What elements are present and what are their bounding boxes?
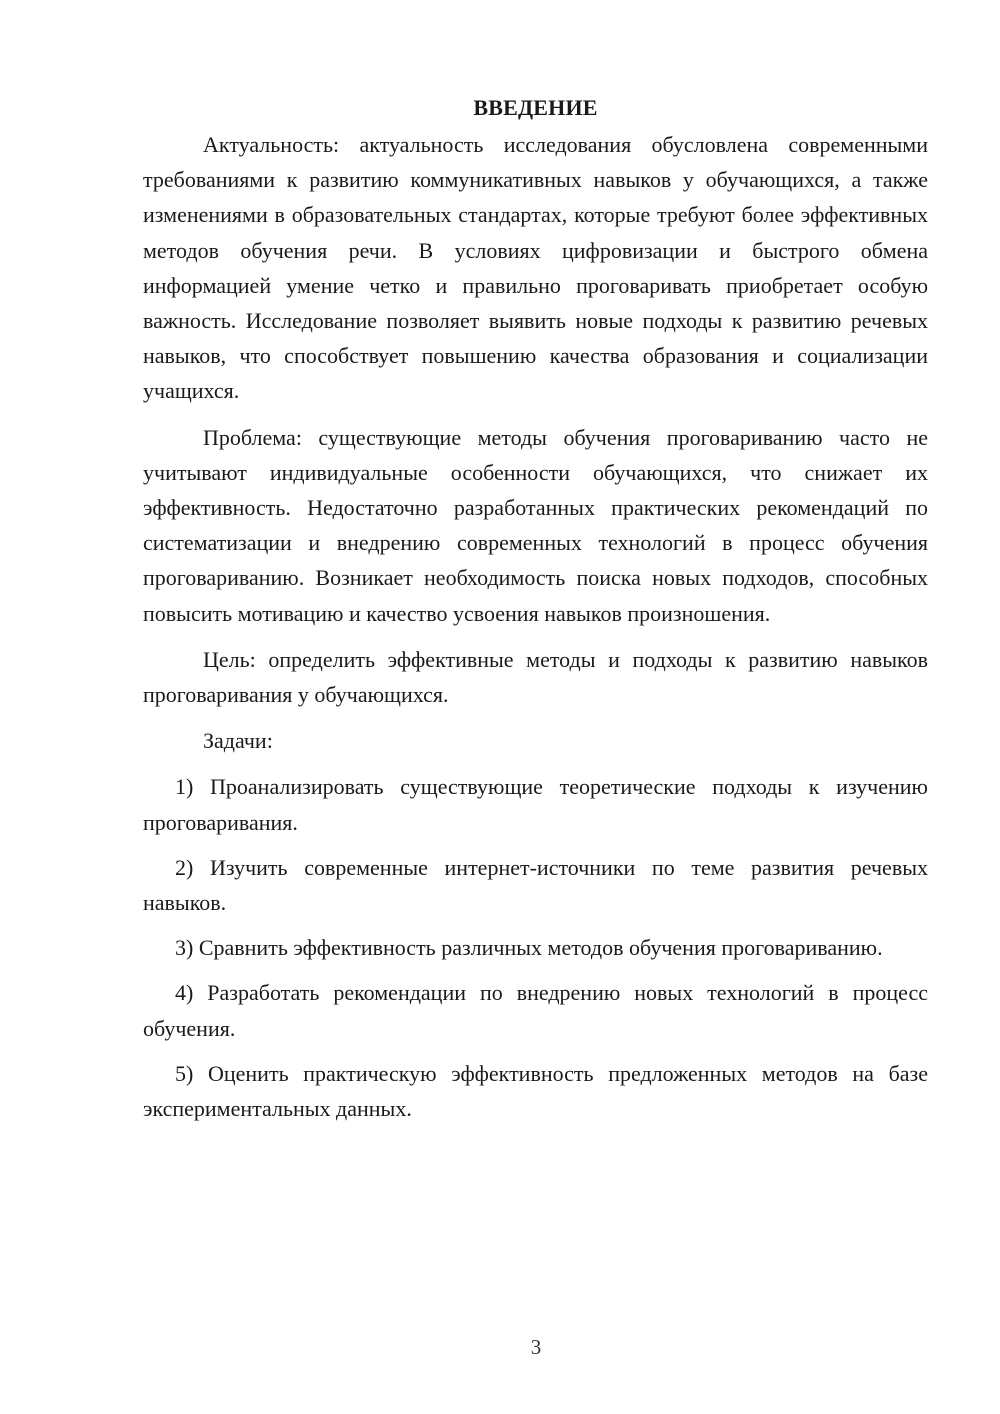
relevance-paragraph: Актуальность: актуальность исследования обусловлена современными требованиями к развитию коммуникативных навыков у обучающихся, а также изменениями в образовательных стандартах, которые требуют более эффективных методов обучения речи. В условиях цифровизации и быстрого обмена информацией умение четко и правильно проговаривать приобретает особую важность. Исследование позволяет выявить новые подходы к развитию речевых навыков, что способствует повышению качества образования и социализации учащихся.: [143, 132, 928, 404]
problem-paragraph: Проблема: существующие методы обучения проговариванию часто не учитывают индивидуальные особенности обучающихся, что снижает их эффективность. Недостаточно разработанных практических рекомендаций по систематизации и внедрению современных технологий в процесс обучения проговариванию. Возникает необходимость поиска новых подходов, способных повысить мотивацию и качество усвоения навыков произношения.: [143, 424, 928, 626]
section-heading: ВВЕДЕНИЕ: [473, 95, 598, 120]
task-item-1: 1) Проанализировать существующие теоретические подходы к изучению проговаривания.: [143, 774, 928, 835]
page-number: 3: [530, 1335, 542, 1359]
tasks-title: Задачи:: [203, 728, 273, 754]
task-item-4: 4) Разработать рекомендации по внедрению новых технологий в процесс обучения.: [143, 980, 928, 1041]
task-item-3: 3) Сравнить эффективность различных методов обучения проговариванию.: [175, 935, 883, 961]
document-page: [143, 90, 928, 1136]
task-item-5: 5) Оценить практическую эффективность предложенных методов на базе экспериментальных данных.: [143, 1060, 928, 1122]
task-item-2: 2) Изучить современные интернет-источники по теме развития речевых навыков.: [143, 854, 928, 916]
goal-paragraph: Цель: определить эффективные методы и подходы к развитию навыков проговаривания у обучающихся.: [143, 646, 928, 708]
